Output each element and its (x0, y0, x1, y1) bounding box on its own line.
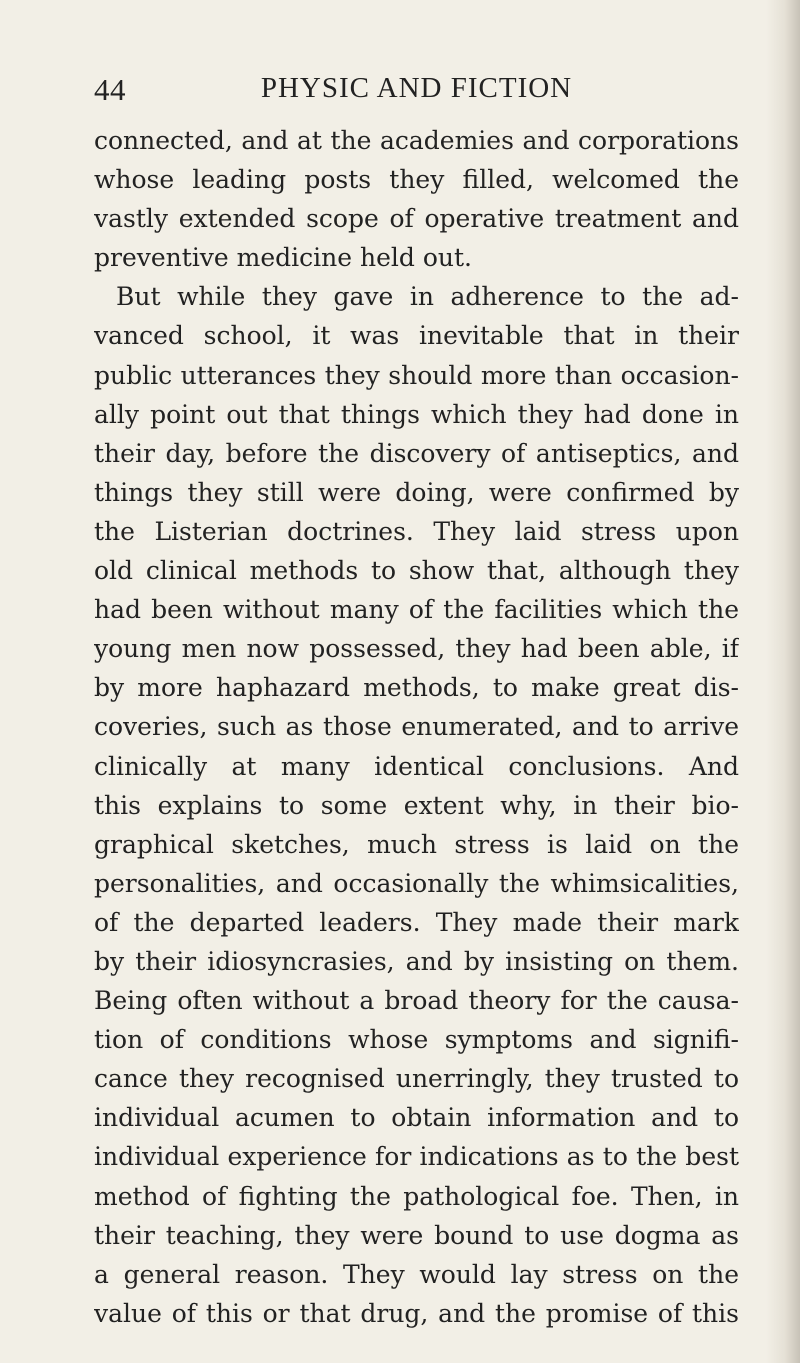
text-line: coveries, such as those enumerated, and to arrive (94, 712, 739, 742)
text-line: But while they gave in adherence to the ad- (116, 282, 739, 312)
text-line: this explains to some extent why, in their bio- (94, 790, 739, 820)
text-line: individual experience for indications as to the best (94, 1142, 739, 1172)
text-line: graphical sketches, much stress is laid on the (94, 829, 739, 859)
text-line: by their idiosyncrasies, and by insisting on them. (94, 946, 739, 976)
text-line: things they still were doing, were confirmed by (94, 477, 739, 507)
running-title: PHYSIC AND FICTION (260, 72, 573, 104)
text-line: their teaching, they were bound to use dogma as (94, 1220, 739, 1250)
text-line: old clinical methods to show that, although they (94, 556, 739, 586)
text-line: Being often without a broad theory for the causa- (94, 986, 739, 1016)
text-line: personalities, and occasionally the whimsicalities, (94, 868, 739, 898)
text-line: method of fighting the pathological foe. Then, in (94, 1181, 739, 1211)
text-line: ally point out that things which they had done in (94, 399, 739, 429)
body-text (94, 121, 739, 1333)
text-line: by more haphazard methods, to make great dis- (94, 673, 739, 703)
page-edge-shadow (766, 0, 800, 1363)
text-line: the Listerian doctrines. They laid stress upon (94, 516, 739, 546)
text-line: vanced school, it was inevitable that in their (94, 321, 739, 351)
text-line: had been without many of the facilities which the (94, 595, 739, 625)
text-line: vastly extended scope of operative treatment and (94, 204, 739, 234)
text-line: cance they recognised unerringly, they trusted to (94, 1064, 739, 1094)
text-line: young men now possessed, they had been able, if (94, 634, 739, 664)
text-line: whose leading posts they filled, welcomed the (94, 165, 739, 195)
text-line: value of this or that drug, and the promise of this (94, 1298, 739, 1328)
text-line: preventive medicine held out. (94, 243, 473, 273)
text-line: clinically at many identical conclusions. And (94, 751, 739, 781)
text-line: tion of conditions whose symptoms and signifi- (94, 1025, 739, 1055)
text-line: of the departed leaders. They made their mark (94, 907, 739, 937)
text-line: their day, before the discovery of antiseptics, and (94, 438, 739, 468)
text-line: individual acumen to obtain information and to (94, 1103, 739, 1133)
running-header (94, 72, 739, 112)
text-line: connected, and at the academies and corporations (94, 126, 739, 155)
text-line: public utterances they should more than occasion- (94, 360, 739, 390)
page-number: 44 (94, 72, 126, 107)
text-line: a general reason. They would lay stress on the (94, 1259, 739, 1289)
